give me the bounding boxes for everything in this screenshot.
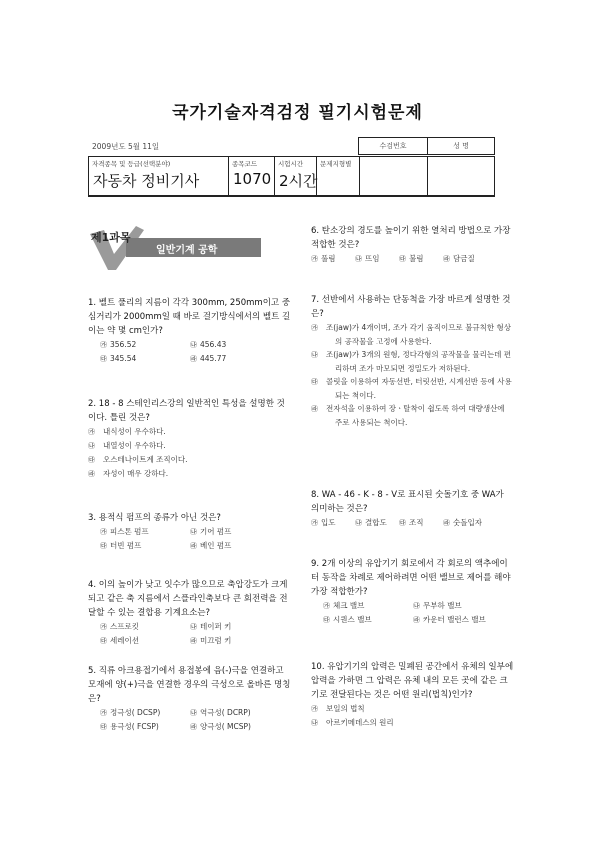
subject-banner xyxy=(88,226,288,272)
answer-option[interactable]: ㉰ 오스테나이트계 조직이다. xyxy=(88,455,188,464)
code-label: 종목코드 xyxy=(232,160,258,168)
option-marker: ㉯ xyxy=(190,341,197,349)
answer-option[interactable]: ㉱ 자성이 매우 강하다. xyxy=(88,469,169,478)
option-marker: ㉯ xyxy=(190,528,197,536)
option-marker: ㉱ xyxy=(443,519,450,527)
exam-info-table xyxy=(88,156,495,197)
option-marker: ㉰ xyxy=(100,542,107,550)
type-label: 문제지형별 xyxy=(320,160,352,168)
answer-option[interactable]: ㉯ 456.43 xyxy=(178,338,268,352)
time-value: 2시간 xyxy=(279,172,318,190)
question-stem: 4. 이의 높이가 낮고 잇수가 많으므로 축압강도가 크게 되고 같은 축 지름에서 스플라인축보다 큰 회전력을 전달할 수 있는 결합용 기계요소는? xyxy=(88,580,288,618)
part-label: 제1과목 xyxy=(91,231,131,244)
page-title: 국가기술자격검정 필기시험문제 xyxy=(172,103,423,123)
option-marker: ㉮ xyxy=(100,623,107,631)
option-marker: ㉰ xyxy=(100,355,107,363)
question-9 xyxy=(311,557,514,627)
answer-option[interactable]: ㉯ 테이퍼 키 xyxy=(178,620,268,634)
option-marker: ㉱ xyxy=(443,255,450,263)
question-stem: 5. 직류 아크용접기에서 용접봉에 음(-)극을 연결하고 모재에 양(+)극을 연결한 경우의 극성으로 올바른 명칭은? xyxy=(88,666,291,704)
option-marker: ㉮ xyxy=(311,519,318,527)
question-2 xyxy=(88,397,293,481)
name-label: 성 명 xyxy=(453,142,469,150)
option-marker: ㉰ xyxy=(100,637,107,645)
option-marker: ㉱ xyxy=(190,723,197,731)
question-4 xyxy=(88,578,293,648)
option-marker: ㉮ xyxy=(100,709,107,717)
option-marker: ㉯ xyxy=(190,623,197,631)
answer-option[interactable]: ㉮ 정극성( DCSP) xyxy=(88,706,178,720)
question-stem: 3. 용적식 펌프의 종류가 아닌 것은? xyxy=(88,513,221,523)
answer-option[interactable]: ㉱ 양극성( MCSP) xyxy=(178,720,268,734)
question-5 xyxy=(88,664,293,734)
answer-option[interactable]: ㉯ 무부하 밸브 xyxy=(401,599,491,613)
question-stem: 2. 18 - 8 스테인리스강의 일반적인 특성을 설명한 것이다. 틀린 것은? xyxy=(88,399,285,423)
name-cell xyxy=(428,157,494,195)
question-1 xyxy=(88,296,293,366)
option-marker: ㉯ xyxy=(355,519,362,527)
option-marker: ㉮ xyxy=(311,255,318,263)
answer-option[interactable]: ㉯ 결합도 xyxy=(355,516,399,530)
question-stem: 8. WA - 46 - K - 8 - V로 표시된 숫돌기호 중 WA가 의미하는 것은? xyxy=(311,490,504,514)
option-marker: ㉯ xyxy=(190,709,197,717)
option-marker: ㉱ xyxy=(190,355,197,363)
question-3 xyxy=(88,511,293,553)
time-label: 시험시간 xyxy=(278,160,304,168)
answer-option[interactable]: ㉮ 내식성이 우수하다. xyxy=(88,427,166,436)
answer-option[interactable]: ㉯ 뜨임 xyxy=(355,252,399,266)
answer-option[interactable]: ㉯ 조(jaw)가 3개의 원형, 정다각형의 공작물을 물리는데 편리하며 조가 마모되면 정밀도가 저하된다. xyxy=(311,350,512,373)
answer-option[interactable]: ㉱ 445.77 xyxy=(178,352,268,366)
answer-option[interactable]: ㉯ 역극성( DCRP) xyxy=(178,706,268,720)
answer-option[interactable]: ㉮ 조(jaw)가 4개이며, 조가 각기 움직이므로 불규칙한 형상의 공작물을 고정에 사용한다. xyxy=(311,323,512,346)
option-marker: ㉯ xyxy=(413,602,420,610)
question-stem: 10. 유압기기의 압력은 밀폐된 공간에서 유체의 일부에 압력을 가하면 그 압력은 유체 내의 모든 곳에 같은 크기로 전달된다는 것은 어떤 원리(법칙)인가? xyxy=(311,662,514,700)
question-stem: 1. 벨트 풀리의 지름이 각각 300mm, 250mm이고 중심거리가 2000mm일 때 바로 걸기방식에서의 벨트 길이는 약 몇 cm인가? xyxy=(88,298,291,336)
answer-option[interactable]: ㉰ 345.54 xyxy=(88,352,178,366)
answer-option[interactable]: ㉱ 미끄럼 키 xyxy=(178,634,268,648)
answer-option[interactable]: ㉮ 입도 xyxy=(311,516,355,530)
answer-option[interactable]: ㉱ 카운터 밸런스 밸브 xyxy=(401,613,491,627)
answer-option[interactable]: ㉰ 시퀀스 밸브 xyxy=(311,613,401,627)
answer-option[interactable]: ㉱ 전자석을 이용하여 장ㆍ탈착이 쉽도록 하여 대량생산에 주로 사용되는 척이다. xyxy=(311,404,505,427)
question-10 xyxy=(311,660,514,730)
code-value: 1070 xyxy=(233,170,272,188)
option-marker: ㉮ xyxy=(100,528,107,536)
option-marker: ㉰ xyxy=(399,255,406,263)
answer-option[interactable]: ㉮ 체크 밸브 xyxy=(311,599,401,613)
question-7 xyxy=(311,293,514,429)
answer-option[interactable]: ㉯ 내열성이 우수하다. xyxy=(88,441,166,450)
category-label: 자격종목 및 등급(선택분야) xyxy=(92,160,171,168)
exam-number-label: 수검번호 xyxy=(359,138,428,154)
question-stem: 7. 선반에서 사용하는 단동척을 가장 바르게 설명한 것은? xyxy=(311,295,511,319)
option-marker: ㉱ xyxy=(413,616,420,624)
exam-date: 2009년도 5월 11일 xyxy=(92,142,160,151)
option-marker: ㉱ xyxy=(190,542,197,550)
answer-option[interactable]: ㉮ 스프로킷 xyxy=(88,620,178,634)
answer-option[interactable]: ㉰ 세레이션 xyxy=(88,634,178,648)
answer-option[interactable]: ㉱ 숫돌입자 xyxy=(443,516,487,530)
answer-option[interactable]: ㉱ 담금질 xyxy=(443,252,487,266)
answer-option[interactable]: ㉱ 베인 펌프 xyxy=(178,539,268,553)
answer-option[interactable]: ㉰ 용극성( FCSP) xyxy=(88,720,178,734)
question-stem: 6. 탄소강의 경도를 높이기 위한 열처리 방법으로 가장 적합한 것은? xyxy=(311,226,511,250)
answer-option[interactable]: ㉮ 풀림 xyxy=(311,252,355,266)
question-6 xyxy=(311,224,514,266)
answer-option[interactable]: ㉰ 터빈 펌프 xyxy=(88,539,178,553)
answer-option[interactable]: ㉰ 불림 xyxy=(399,252,443,266)
option-marker: ㉰ xyxy=(100,723,107,731)
answer-option[interactable]: ㉮ 보일의 법칙 xyxy=(311,704,365,713)
subject-label: 일반기계 공학 xyxy=(156,245,218,256)
question-stem: 9. 2개 이상의 유압기기 회로에서 각 회로의 액추에이터 동작을 차례로 제어하려면 어떤 밸브로 제어를 해야 가장 적합한가? xyxy=(311,559,511,597)
option-marker: ㉮ xyxy=(100,341,107,349)
category-value: 자동차 정비기사 xyxy=(93,172,200,190)
question-8 xyxy=(311,488,514,530)
answer-option[interactable]: ㉯ 기어 펌프 xyxy=(178,525,268,539)
option-marker: ㉮ xyxy=(323,602,330,610)
option-marker: ㉰ xyxy=(323,616,330,624)
answer-option[interactable]: ㉰ 콜릿을 이용하여 자동선반, 터릿선반, 시계선반 등에 사용되는 척이다. xyxy=(311,377,512,400)
answer-option[interactable]: ㉯ 아르키메데스의 원리 xyxy=(311,718,394,727)
number-cell xyxy=(360,157,428,195)
option-marker: ㉱ xyxy=(190,637,197,645)
answer-option[interactable]: ㉮ 피스톤 펌프 xyxy=(88,525,178,539)
option-marker: ㉰ xyxy=(399,519,406,527)
option-marker: ㉯ xyxy=(355,255,362,263)
answer-option[interactable]: ㉮ 356.52 xyxy=(88,338,178,352)
answer-option[interactable]: ㉰ 조직 xyxy=(399,516,443,530)
examinee-box xyxy=(358,137,495,155)
